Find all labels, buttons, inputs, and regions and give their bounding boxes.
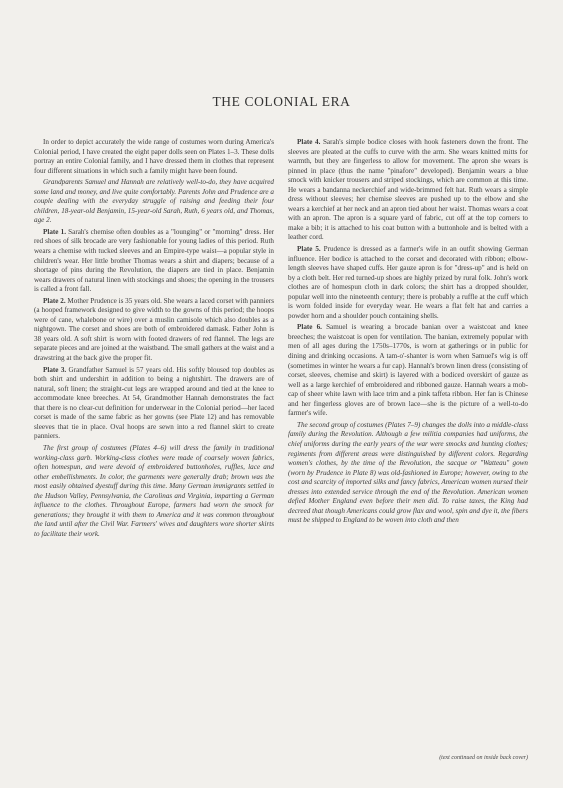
plate-5-paragraph xyxy=(288,245,528,321)
continuation-note: (text continued on inside back cover) xyxy=(439,755,528,761)
right-column xyxy=(288,138,528,528)
plate-1-paragraph xyxy=(34,228,274,295)
plate-6-paragraph xyxy=(288,323,528,418)
plate-2-label: Plate 2. xyxy=(43,296,66,305)
plate-3-paragraph xyxy=(34,366,274,442)
plate-4-text: Sarah's simple bodice closes with hook fasteners down the front. The sleeves are pleated at the cuffs to curve with the arm. She wears knitted mitts for warmth, but they are fingerless to allow for movement. The apron she wears is pinned in place (thus the name "pinafore" developed). Benjamin wears a blue smock with knicker trousers and striped stockings, which are common at this time. He wears a bandanna neckerchief and wide-brimmed felt hat. Ruth wears a simple dress without sleeves; her chemise sleeves are pushed up to the elbow and she wears a kerchief at her neck and an apron tied about her waist. Thomas wears a coat with an apron. The apron is a square yard of fabric, cut off at the top corners to make a bib; it is attached to his coat button with a buttonhole and is belted with a leather cord. xyxy=(288,138,528,242)
first-group-paragraph: The first group of costumes (Plates 4–6) will dress the family in traditional working-class garb. Working-class clothes were made of coarsely woven fabrics, often homespun, and were devoid of embroidered buttonholes, ruffles, lace and other embellishments. In color, the garments were generally drab; brown was the most easily obtained dyestuff during this time. Many German immigrants settled in the Hudson Valley, Pennsylvania, the Carolinas and Virginia, imparting a German influence to the clothes. Throughout Europe, farmers had worn the smock for generations; they brought it with them to America and it was common throughout the land until after the Civil War. Farmers' wives and daughters wore shorter skirts to facilitate their work. xyxy=(34,443,274,538)
plate-6-label: Plate 6. xyxy=(297,323,322,332)
page-title: THE COLONIAL ERA xyxy=(212,94,351,109)
plate-2-paragraph xyxy=(34,297,274,364)
plate-5-text: Prudence is dressed as a farmer's wife in an outfit showing German influence. Her bodice is attached to the corset and decorated with ribbon; elbow-length sleeves have shaped cuffs. Her gauze apron is for "dress-up" and is held on by a cloth belt. Her red turned-up shoes are highly prized by rural folk. John's work clothes are of homespun cloth in dark colors; the shirt has a dropped shoulder, popular well into the nineteenth century; there is probably a ruffle at the cuff which is worn folded inside for everyday wear. He wears a flat felt hat and carries a powder horn and a shoulder pouch containing shells. xyxy=(288,245,529,320)
family-paragraph: Grandparents Samuel and Hannah are relatively well-to-do, they have acquired some land and money, and live quite comfortably. Parents John and Prudence are a couple dealing with the everyday struggle of raising and feeding their four children, 18-year-old Benjamin, 15-year-old Sarah, Ruth, 6 years old, and Thomas, age 2. xyxy=(34,178,274,225)
plate-4-label: Plate 4. xyxy=(297,138,321,146)
plate-1-label: Plate 1. xyxy=(43,227,66,236)
plate-3-label: Plate 3. xyxy=(43,365,67,374)
plate-6-text: Samuel is wearing a brocade banian over a waistcoat and knee breeches; the waistcoat is open for ventilation. The banian, extremely popular with men of all ages during the 1750s–1770s, is worn at gatherings or in public for dining and drinking occasions. A tam-o'-shanter is worn when Samuel's wig is off (sometimes in winter he wears a fur cap). Hannah's brown linen dress (consisting of corset, sleeves, chemise and skirt) is layered with a bodiced overskirt of gauze as well as a large kerchief of embroidered and ribboned gauze. Hannah wears a mob-cap of sheer white lawn with lace trim and a pink taffeta ribbon. Her fan is Chinese and her fingerless gloves are of brown lace—she is the picture of a well-to-do farmer's wife. xyxy=(288,323,528,418)
plate-1-text: Sarah's chemise often doubles as a "lounging" or "morning" dress. Her red shoes of silk brocade are very fashionable for young ladies of this period. Ruth wears a chemise with tucked sleeves and an Empire-type waist—a popular style in children's wear. Her little brother Thomas wears a shirt and diapers; because of a shortage of pins during the Revolution, the diapers are tied in place. Benjamin wears drawers of natural linen with stockings and shoes; the opening in the trousers is called a front fall. xyxy=(34,227,274,294)
plate-3-text: Grandfather Samuel is 57 years old. His softly bloused top doubles as both shirt and undershirt in addition to being a nightshirt. The drawers are of natural, soft linen; the straight-cut legs are wrapped around and tied at the knee to accommodate knee breeches. At 54, Grandmother Hannah demonstrates the fact that there is no clear-cut definition for underwear in the Colonial period—her laced corset is made of the same fabric as her gowns (see Plate 12) and has removable sleeves that tie in place. Oval hoops are sewn into a red flannel skirt to create panniers. xyxy=(34,365,274,441)
intro-paragraph: In order to depict accurately the wide range of costumes worn during America's Colonial period, I have created the eight paper dolls seen on Plates 1–3. These dolls portray an entire Colonial family, and I have dressed them in clothes that represent four different situations in which such a family might have been found. xyxy=(34,138,274,175)
second-group-paragraph: The second group of costumes (Plates 7–9) changes the dolls into a middle-class family during the Revolution. Although a few militia companies had uniforms, the chief uniforms during the early years of the war were smocks and hunting clothes; regiments from different areas were distinguished by different colors. Regarding women's clothes, by the time of the Revolution, the sacque or "Watteau" gown (worn by Prudence in Plate 8) was old-fashioned in Europe; however, owing to the cost and scarcity of imported silks and fancy fabrics, American women nursed their dresses into extended service through the end of the Revolution. American women defied Mother England even before their men did. To raise taxes, the King had decreed that though Americans could grow flax and wool, spin and dye it, the fibers must be shipped to England to be woven into cloth and then xyxy=(288,420,528,525)
plate-5-label: Plate 5. xyxy=(297,245,321,254)
plate-4-paragraph xyxy=(288,138,528,243)
left-column xyxy=(34,138,274,541)
plate-2-text: Mother Prudence is 35 years old. She wears a laced corset with panniers (a hooped framework designed to give width to the gowns of this period; the hoops were of cane, whalebone or wire) over a muslin camisole which also doubles as a nightgown. The corset and shoes are both of embroidered damask. Father John is 38 years old. A soft shirt is worn with footed drawers of red flannel. The legs are separate pieces and are joined at the waistband. The small gathers at the waist and a drawstring at the back give the proper fit. xyxy=(34,296,274,363)
